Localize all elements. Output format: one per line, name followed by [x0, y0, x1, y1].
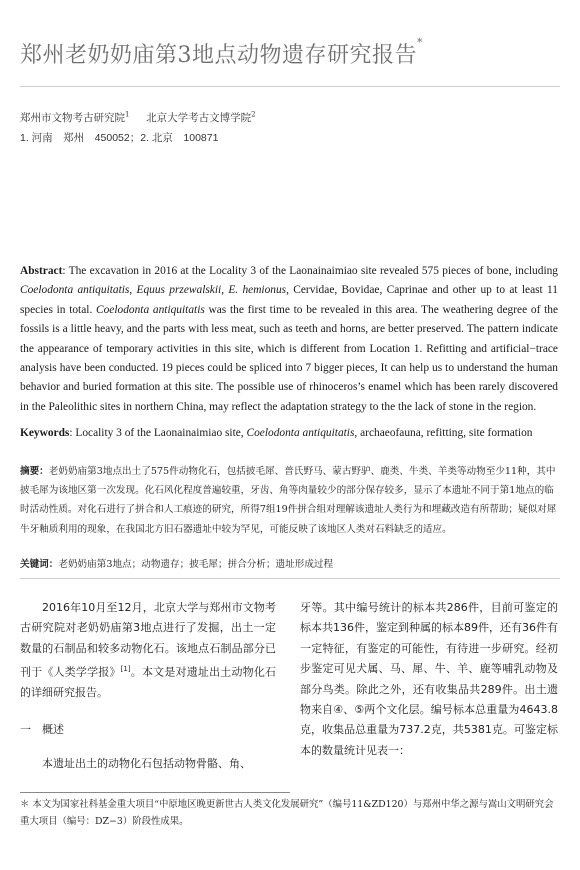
paragraph-text-end: 。本文是对遗址出土动物化石的详细研究报告。	[20, 665, 277, 700]
chinese-abstract	[20, 462, 558, 539]
species-name: Equus przewalskii	[136, 284, 222, 297]
keywords-text-1: Locality 3 of the Laonainaimiao site,	[75, 427, 247, 439]
species-name: Coelodonta antiquitatis	[246, 427, 355, 439]
footnote-divider	[20, 792, 290, 793]
zh-keywords-label: 关键词：	[20, 559, 59, 570]
english-keywords	[20, 424, 560, 443]
keywords-text-2: , archaeofauna, refitting, site formation	[354, 427, 533, 439]
author-2-sup: 2	[251, 110, 256, 119]
species-name: E. hemionus	[228, 284, 287, 297]
body-paragraph: 本遗址出土的动物化石包括动物骨骼、角、	[42, 757, 251, 771]
keywords-label: Keywords	[20, 427, 70, 439]
keywords-sep: :	[69, 427, 76, 439]
header-divider	[20, 86, 560, 87]
english-abstract	[20, 262, 558, 417]
abstract-text-2: ,	[129, 284, 137, 297]
species-name: Coelodonta antiquitatis	[20, 284, 130, 297]
body-column-right	[300, 598, 558, 761]
body-column-left	[20, 598, 276, 775]
section-heading: 一 概述	[20, 722, 64, 736]
zh-abstract-text: 老奶奶庙第3地点出土了575件动物化石，包括披毛犀、普氏野马、蒙古野驴、鹿类、牛类、羊类等动物至少11种，其中披毛犀为该地区第一次发现。化石风化程度普遍较重，牙齿、角等肉量较少的部分保存较多，显示了本遗址不同于第1地点的临时活动性质。对化石进行了拼合和人工痕迹的研究，所得7组19件拼合组对理解该遗址人类行为和埋藏改造有所帮助；疑似对犀牛牙釉质利用的现象，在我国北方旧石器遗址中较为罕见，可能反映了该地区人类对石料缺乏的适应。	[20, 466, 557, 535]
author-2: 北京大学考古文博学院	[146, 112, 252, 124]
abstract-text-4: , Cervidae, Bovidae, Caprinae and other up to at least 11 species in total.	[20, 284, 558, 316]
species-name: Coelodonta antiquitatis	[96, 303, 205, 316]
author-1: 郑州市文物考古研究院	[20, 112, 125, 124]
abstract-label: Abstract	[20, 265, 63, 277]
zh-keywords-text: 老奶奶庙第3地点；动物遗存；披毛犀；拼合分析；遗址形成过程	[58, 559, 334, 570]
author-1-sup: 1	[125, 110, 130, 119]
affiliation-line: 1. 河南 郑州 450052；2. 北京 100871	[20, 132, 219, 144]
footnote: ＊ 本文为国家社科基金重大项目“中原地区晚更新世古人类文化发展研究”（编号11&ZD120）与郑州中华之源与嵩山文明研究会重大项目（编号：DZ−3）阶段性成果。	[20, 799, 554, 827]
paper-title	[20, 38, 565, 69]
body-paragraph	[20, 598, 276, 704]
abstract-sep: :	[62, 265, 69, 277]
citation-ref: [1]	[120, 665, 131, 674]
chinese-keywords	[20, 556, 333, 570]
abstract-text-3: ,	[221, 284, 229, 297]
paper-title-text: 郑州老奶奶庙第3地点动物遗存研究报告	[20, 43, 417, 68]
paragraph-text: 2016年10月至12月，北京大学与郑州市文物考古研究院对老奶奶庙第3地点进行了发掘，出土一定数量的石制品和较多动物化石。该地点石制品部分已刊于《人类学学报》	[20, 601, 276, 679]
abstract-divider	[20, 578, 560, 579]
title-footnote-mark: *	[417, 36, 423, 49]
zh-abstract-label: 摘要：	[20, 466, 49, 477]
author-line	[20, 110, 256, 125]
body-paragraph: 牙等。其中编号统计的标本共286件，目前可鉴定的标本共136件，鉴定到种属的标本89件，还有36件有一定特征，有鉴定的可能性，有待进一步研究。经初步鉴定可见犬属、马、犀、牛、羊、鹿等哺乳动物及部分鸟类。除此之外，还有收集品共289件。出土遗物来自④、⑤两个文化层。编号标本总重量为4643.8克，收集品总重量为737.2克，共5381克。可鉴定标本的数量统计见表一：	[300, 601, 558, 757]
abstract-text-1: The excavation in 2016 at the Locality 3 of the Laonainaimiao site revealed 575 pieces of bone, including	[68, 265, 558, 277]
abstract-text-5: was the first time to be revealed in this area. The weathering degree of the fossils is a little heavy, and the parts with less meat, such as teeth and horns, are better preserved. The pattern indicate the appearance of temporary activities in this site, which is different from Location 1. Refitting and artificial−trace analysis have been conducted. 19 pieces could be spliced into 7 bigger pieces, It can help us to understand the human behavior and buried formation at this site. The possible use of rhinoceros’s enamel which has been rarely discovered in the Paleolithic sites in northern China, may reflect the adaptation strategy to the the lack of stone in the region.	[20, 303, 559, 413]
